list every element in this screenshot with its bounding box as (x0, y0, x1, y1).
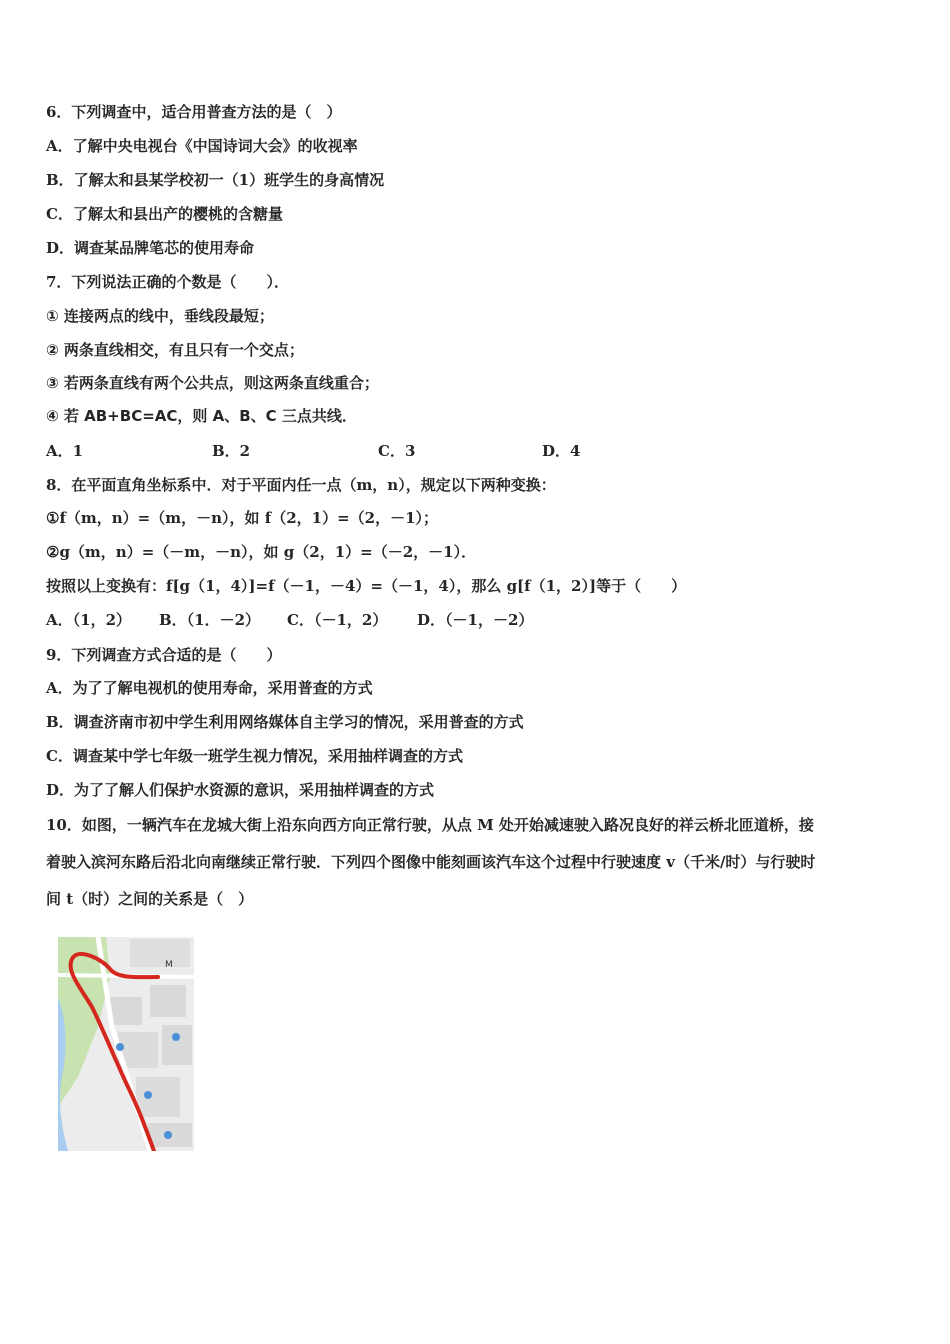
q7-option-a: A．1 (46, 442, 84, 460)
q8-rule-g: ②g（m，n）=（－m，－n），如 g（2，1）=（－2，－1）． (46, 543, 477, 561)
q6-stem: 6．下列调查中，适合用普查方法的是（ ） (46, 103, 342, 121)
q9-option-d: D．为了了解人们保护水资源的意识，采用抽样调查的方式 (46, 781, 435, 799)
map-point-m-label: M (165, 960, 173, 970)
q7-statement-2: ② 两条直线相交，有且只有一个交点； (46, 341, 304, 359)
q8-option-a: A．（1，2） (46, 611, 132, 629)
map-poi-marker (164, 1131, 172, 1139)
q8-option-d: D．（－1，－2） (417, 611, 534, 629)
map-poi-marker (116, 1043, 124, 1051)
q7-statement-1: ① 连接两点的线中，垂线段最短； (46, 307, 274, 325)
map-block (150, 985, 186, 1017)
q8-example: 按照以上变换有：f[g（1，4）]=f（－1，－4）=（－1，4），那么 g[f（1，2）]等于（ ） (46, 577, 687, 595)
q6-option-c: C．了解太和县出产的樱桃的含糖量 (46, 205, 283, 223)
q7-option-c: C．3 (378, 442, 416, 460)
map-block (110, 997, 142, 1025)
q6-option-b: B．了解太和县某学校初一（1）班学生的身高情况 (46, 171, 385, 189)
map-poi-marker (172, 1033, 180, 1041)
map-block (136, 1077, 180, 1117)
q7-statement-3: ③ 若两条直线有两个公共点，则这两条直线重合； (46, 374, 379, 392)
map-block (162, 1025, 192, 1065)
q10-stem-line-3: 间 t（时）之间的关系是（ ） (46, 890, 254, 908)
q6-option-a: A．了解中央电视台《中国诗词大会》的收视率 (46, 137, 358, 155)
q8-stem: 8．在平面直角坐标系中．对于平面内任一点（m，n），规定以下两种变换： (46, 476, 556, 494)
q8-rule-f: ①f（m，n）=（m，－n），如 f（2，1）=（2，－1）； (46, 509, 439, 527)
q9-option-a: A．为了了解电视机的使用寿命，采用普查的方式 (46, 679, 373, 697)
route-map-figure (58, 937, 194, 1151)
q8-option-b: B．（1．－2） (159, 611, 261, 629)
q10-stem-line-1: 10．如图，一辆汽车在龙城大街上沿东向西方向正常行驶，从点 M 处开始减速驶入路况良好的祥云桥北匝道桥，接 (46, 816, 814, 834)
q7-option-d: D．4 (542, 442, 581, 460)
q6-option-d: D．调查某品牌笔芯的使用寿命 (46, 239, 255, 257)
q9-option-c: C．调查某中学七年级一班学生视力情况，采用抽样调查的方式 (46, 747, 463, 765)
map-block (130, 939, 190, 967)
q10-stem-line-2: 着驶入滨河东路后沿北向南继续正常行驶．下列四个图像中能刻画该汽车这个过程中行驶速度 v（千米/时）与行驶时 (46, 853, 816, 871)
q7-stem: 7．下列说法正确的个数是（ ）． (46, 273, 289, 291)
q7-option-b: B．2 (212, 442, 251, 460)
q9-option-b: B．调查济南市初中学生利用网络媒体自主学习的情况，采用普查的方式 (46, 713, 524, 731)
map-poi-marker (144, 1091, 152, 1099)
q9-stem: 9．下列调查方式合适的是（ ） (46, 646, 282, 664)
q7-statement-4: ④ 若 AB+BC=AC，则 A、B、C 三点共线． (46, 407, 357, 425)
q8-option-c: C．（－1，2） (287, 611, 388, 629)
